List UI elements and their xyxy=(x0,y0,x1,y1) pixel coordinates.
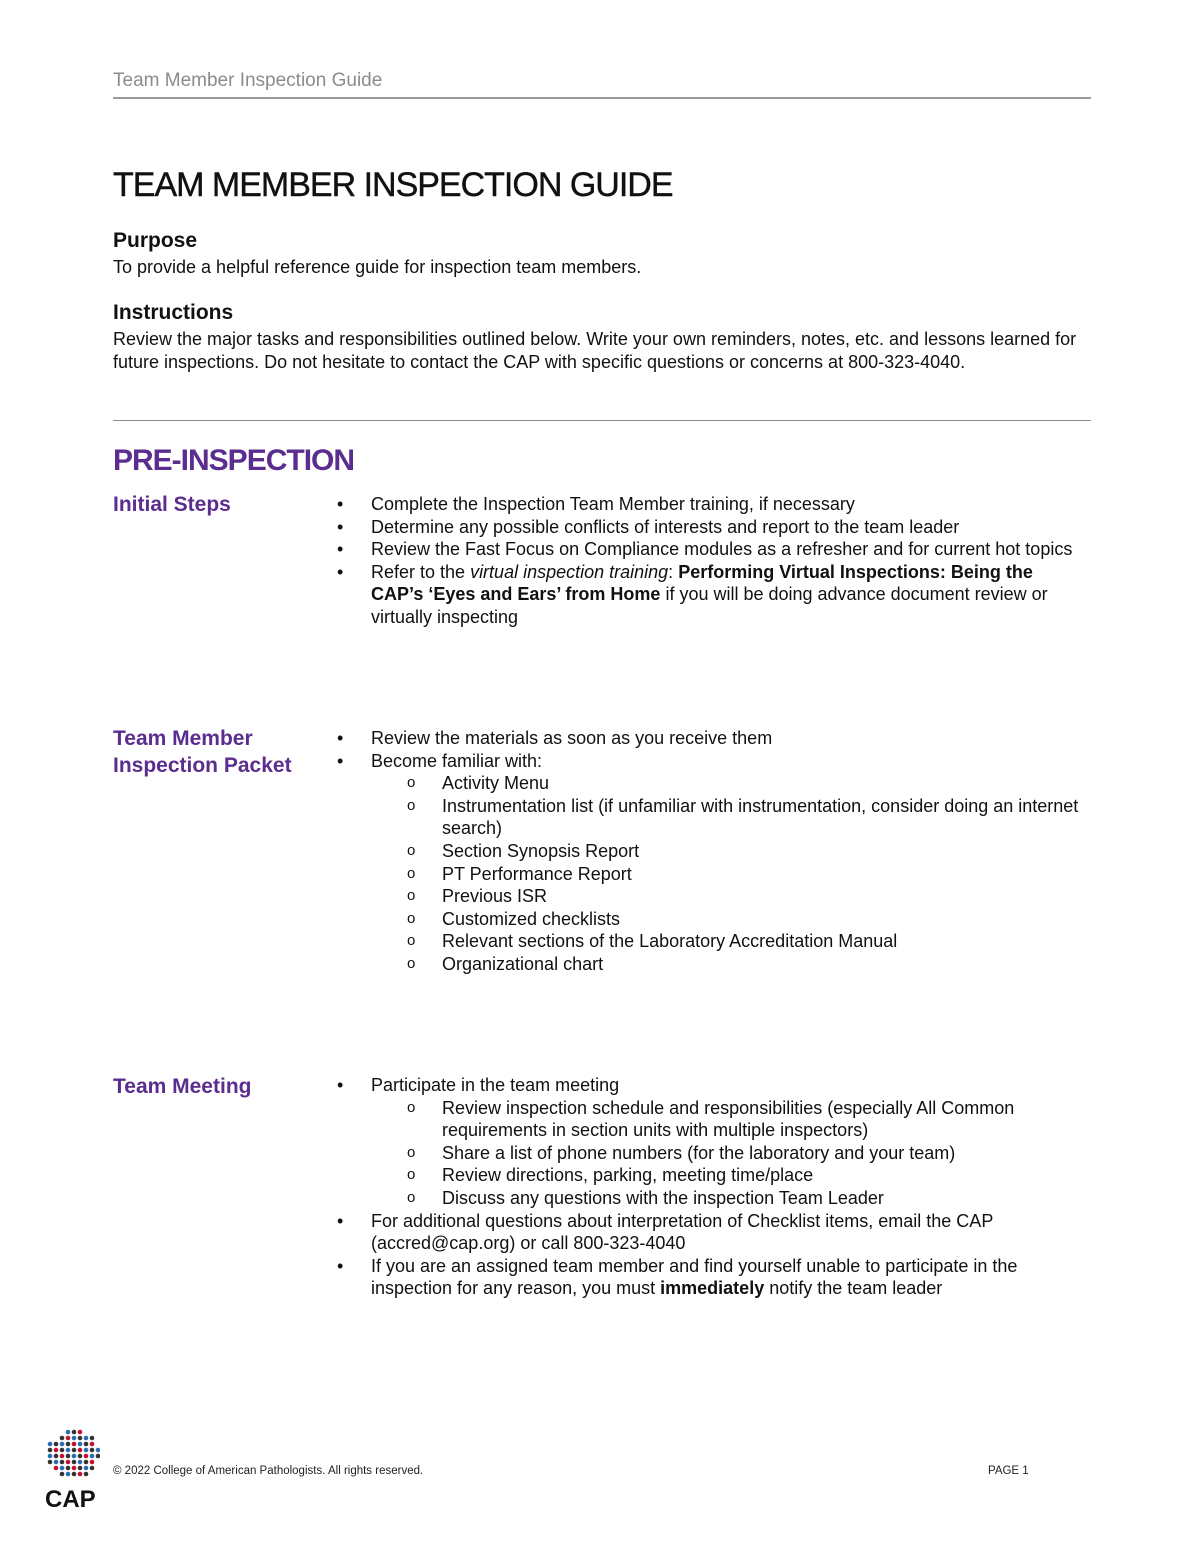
sub-list-item: o Section Synopsis Report xyxy=(335,840,1085,863)
list-item-text: if you will be doing advance document review or virtually inspecting xyxy=(371,584,1048,627)
footer-copyright: © 2022 College of American Pathologists. All rights reserved. xyxy=(113,1465,424,1477)
logo-dot-grid-icon xyxy=(48,1430,100,1477)
list-item: • Review the materials as soon as you receive them xyxy=(335,727,1085,750)
sub-list-item: o PT Performance Report xyxy=(335,863,1085,886)
label-line: Inspection Packet xyxy=(113,754,292,777)
initial-steps-label: Initial Steps xyxy=(113,493,231,516)
sub-list-item: o Review directions, parking, meeting time/place xyxy=(335,1164,1085,1187)
sub-list-item: o Customized checklists xyxy=(335,908,1085,931)
list-item-text: If you are an assigned team member and find yourself unable to participate in the inspection for any reason, you must xyxy=(371,1255,1018,1299)
page-number: PAGE 1 xyxy=(988,1465,1029,1477)
list-item-text: notify the team leader xyxy=(764,1278,943,1299)
list-item xyxy=(335,1255,1085,1300)
team-meeting-list xyxy=(335,1074,1085,1300)
list-item: • Become familiar with: xyxy=(335,750,1085,773)
list-item: • For additional questions about interpretation of Checklist items, email the CAP (accred@cap.org) or call 800-323-4040 xyxy=(335,1210,1085,1255)
list-item xyxy=(335,561,1085,629)
sub-list-item: o Share a list of phone numbers (for the laboratory and your team) xyxy=(335,1142,1085,1165)
sub-list-item: o Relevant sections of the Laboratory Accreditation Manual xyxy=(335,930,1085,953)
sub-list-item: o Discuss any questions with the inspection Team Leader xyxy=(335,1187,1085,1210)
bold-text: Performing Virtual Inspections: Being the CAP’s ‘Eyes and Ears’ from Home xyxy=(371,561,1033,605)
list-item-text: : xyxy=(668,561,679,582)
list-item: • Determine any possible conflicts of interests and report to the team leader xyxy=(335,516,1085,539)
bold-text: immediately xyxy=(660,1278,765,1299)
inspection-packet-label xyxy=(113,725,328,779)
sub-list-item: o Instrumentation list (if unfamiliar with instrumentation, consider doing an internet search) xyxy=(335,795,1085,840)
list-item: • Review the Fast Focus on Compliance modules as a refresher and for current hot topics xyxy=(335,538,1085,561)
instructions-text: Review the major tasks and responsibilities outlined below. Write your own reminders, notes, etc. and lessons learned for future inspections. Do not hesitate to contact the CAP with specific questions or concerns at 800-323-4040. xyxy=(113,329,1077,372)
sub-list-item: o Activity Menu xyxy=(335,772,1085,795)
italic-text: virtual inspection training xyxy=(470,561,669,582)
logo-wordmark: CAP xyxy=(45,1486,96,1510)
instructions-heading: Instructions xyxy=(113,301,234,324)
list-item: • Participate in the team meeting xyxy=(335,1074,1085,1097)
cap-logo xyxy=(44,1428,100,1510)
label-line: Team Member xyxy=(113,727,253,750)
sub-list-item: o Organizational chart xyxy=(335,953,1085,976)
page-title: TEAM MEMBER INSPECTION GUIDE xyxy=(113,166,673,204)
sub-list-item: o Previous ISR xyxy=(335,885,1085,908)
sub-list-item: o Review inspection schedule and responsibilities (especially All Common requirements in section units with multiple inspectors) xyxy=(335,1097,1085,1142)
pre-inspection-heading: PRE-INSPECTION xyxy=(113,444,355,477)
purpose-text: To provide a helpful reference guide for inspection team members. xyxy=(113,257,642,277)
running-header: Team Member Inspection Guide xyxy=(113,70,383,91)
inspection-packet-list xyxy=(335,727,1085,976)
purpose-heading: Purpose xyxy=(113,229,198,252)
team-meeting-label: Team Meeting xyxy=(113,1075,252,1098)
list-item: • Complete the Inspection Team Member training, if necessary xyxy=(335,493,1085,516)
list-item-text: Refer to the xyxy=(371,561,471,582)
initial-steps-list xyxy=(335,493,1085,629)
section-divider xyxy=(113,420,1091,421)
header-divider xyxy=(113,97,1091,99)
